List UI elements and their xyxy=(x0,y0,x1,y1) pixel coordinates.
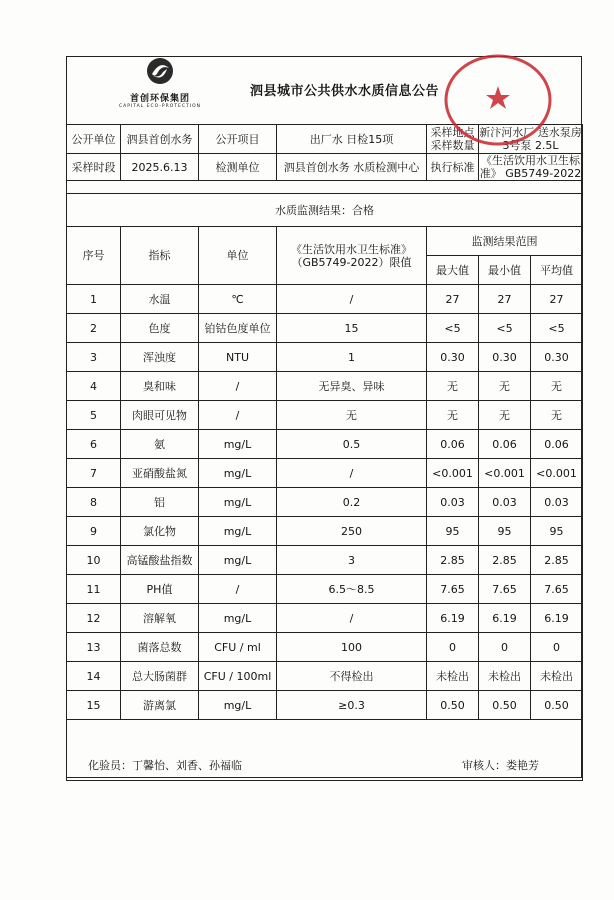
cell-indicator: 浑浊度 xyxy=(121,343,199,372)
table-row xyxy=(67,285,583,314)
cell-min: 95 xyxy=(479,517,531,546)
cell-indicator: 溶解氧 xyxy=(121,604,199,633)
col-range: 监测结果范围 xyxy=(427,227,583,256)
cell-limit: 250 xyxy=(277,517,427,546)
cell-limit: 6.5～8.5 xyxy=(277,575,427,604)
cell-avg: 2.85 xyxy=(531,546,583,575)
cell-unit: CFU / 100ml xyxy=(199,662,277,691)
cell-max: 未检出 xyxy=(427,662,479,691)
cell-indicator: 游离氯 xyxy=(121,691,199,720)
table-row xyxy=(67,662,583,691)
cell-limit: 1 xyxy=(277,343,427,372)
cell-min: 2.85 xyxy=(479,546,531,575)
col-unit: 单位 xyxy=(199,227,277,285)
cell-indicator: 菌落总数 xyxy=(121,633,199,662)
logo-emblem-icon xyxy=(143,56,177,86)
cell-min: 0.30 xyxy=(479,343,531,372)
cell-limit: 15 xyxy=(277,314,427,343)
cell-max: 6.19 xyxy=(427,604,479,633)
item-value: 出厂水 日检15项 xyxy=(277,125,427,154)
cell-min: 6.19 xyxy=(479,604,531,633)
cell-avg: 95 xyxy=(531,517,583,546)
cell-indicator: 氨 xyxy=(121,430,199,459)
sampling-time-label: 采样时段 xyxy=(67,154,121,181)
logo-subtitle: CAPITAL ECO-PROTECTION xyxy=(118,104,202,109)
cell-unit: ℃ xyxy=(199,285,277,314)
table-row xyxy=(67,459,583,488)
cell-max: 0.03 xyxy=(427,488,479,517)
cell-no: 7 xyxy=(67,459,121,488)
cell-avg: 0.50 xyxy=(531,691,583,720)
cell-max: <5 xyxy=(427,314,479,343)
spacer xyxy=(67,181,583,194)
page-title: 泗县城市公共供水水质信息公告 xyxy=(250,84,440,99)
table-row xyxy=(67,517,583,546)
cell-unit: / xyxy=(199,401,277,430)
cell-min: 无 xyxy=(479,401,531,430)
cell-avg: 0.06 xyxy=(531,430,583,459)
report-table xyxy=(66,124,583,781)
cell-max: <0.001 xyxy=(427,459,479,488)
reviewer: 审核人：娄艳芳 xyxy=(462,759,539,772)
cell-min: 未检出 xyxy=(479,662,531,691)
cell-no: 9 xyxy=(67,517,121,546)
col-limit: 《生活饮用水卫生标准》 （GB5749-2022）限值 xyxy=(277,227,427,285)
table-row xyxy=(67,691,583,720)
cell-limit: / xyxy=(277,459,427,488)
cell-indicator: 高锰酸盐指数 xyxy=(121,546,199,575)
cell-unit: mg/L xyxy=(199,604,277,633)
cell-no: 2 xyxy=(67,314,121,343)
table-row xyxy=(67,546,583,575)
cell-min: 7.65 xyxy=(479,575,531,604)
cell-limit: / xyxy=(277,285,427,314)
cell-no: 3 xyxy=(67,343,121,372)
cell-limit: 无 xyxy=(277,401,427,430)
cell-avg: 无 xyxy=(531,401,583,430)
cell-indicator: 铝 xyxy=(121,488,199,517)
cell-limit: 0.2 xyxy=(277,488,427,517)
cell-unit: NTU xyxy=(199,343,277,372)
standard-label: 执行标准 xyxy=(427,154,479,181)
col-no: 序号 xyxy=(67,227,121,285)
company-logo xyxy=(115,56,205,109)
cell-min: <0.001 xyxy=(479,459,531,488)
col-avg: 平均值 xyxy=(531,256,583,285)
cell-indicator: 氯化物 xyxy=(121,517,199,546)
cell-max: 0 xyxy=(427,633,479,662)
table-row xyxy=(67,372,583,401)
cell-indicator: 总大肠菌群 xyxy=(121,662,199,691)
cell-limit: 0.5 xyxy=(277,430,427,459)
cell-min: 0.06 xyxy=(479,430,531,459)
cell-no: 10 xyxy=(67,546,121,575)
cell-indicator: 肉眼可见物 xyxy=(121,401,199,430)
cell-avg: <0.001 xyxy=(531,459,583,488)
cell-limit: 100 xyxy=(277,633,427,662)
cell-avg: 无 xyxy=(531,372,583,401)
cell-min: 27 xyxy=(479,285,531,314)
sampling-time-value: 2025.6.13 xyxy=(121,154,199,181)
cell-no: 4 xyxy=(67,372,121,401)
cell-no: 1 xyxy=(67,285,121,314)
cell-avg: 未检出 xyxy=(531,662,583,691)
cell-unit: / xyxy=(199,575,277,604)
cell-unit: 铂钴色度单位 xyxy=(199,314,277,343)
cell-max: 无 xyxy=(427,401,479,430)
cell-no: 5 xyxy=(67,401,121,430)
table-row xyxy=(67,430,583,459)
monitoring-result: 水质监测结果：合格 xyxy=(67,194,583,227)
logo-name: 首创环保集团 xyxy=(129,94,190,104)
cell-unit: mg/L xyxy=(199,546,277,575)
cell-unit: mg/L xyxy=(199,517,277,546)
cell-unit: mg/L xyxy=(199,691,277,720)
cell-unit: mg/L xyxy=(199,488,277,517)
cell-indicator: 水温 xyxy=(121,285,199,314)
cell-limit: ≥0.3 xyxy=(277,691,427,720)
cell-max: 0.50 xyxy=(427,691,479,720)
cell-no: 13 xyxy=(67,633,121,662)
cell-max: 95 xyxy=(427,517,479,546)
cell-unit: mg/L xyxy=(199,459,277,488)
publisher-value: 泗县首创水务 xyxy=(121,125,199,154)
cell-max: 2.85 xyxy=(427,546,479,575)
cell-unit: / xyxy=(199,372,277,401)
table-row xyxy=(67,633,583,662)
cell-no: 8 xyxy=(67,488,121,517)
item-label: 公开项目 xyxy=(199,125,277,154)
cell-limit: / xyxy=(277,604,427,633)
col-min: 最小值 xyxy=(479,256,531,285)
cell-avg: 27 xyxy=(531,285,583,314)
table-row xyxy=(67,488,583,517)
column-header-top xyxy=(67,227,583,256)
table-row xyxy=(67,401,583,430)
official-seal-icon xyxy=(442,52,554,148)
cell-max: 27 xyxy=(427,285,479,314)
table-row xyxy=(67,575,583,604)
test-unit-value: 泗县首创水务 水质检测中心 xyxy=(277,154,427,181)
table-row xyxy=(67,343,583,372)
col-indicator: 指标 xyxy=(121,227,199,285)
cell-avg: 0 xyxy=(531,633,583,662)
cell-min: 0.03 xyxy=(479,488,531,517)
cell-avg: 6.19 xyxy=(531,604,583,633)
sampling-place-value: 新汴河水厂 送水泵房3号泵 2.5L xyxy=(479,126,582,152)
col-max: 最大值 xyxy=(427,256,479,285)
sampling-quantity: 2.5L xyxy=(534,139,559,152)
cell-indicator: 色度 xyxy=(121,314,199,343)
cell-limit: 无异臭、异味 xyxy=(277,372,427,401)
cell-max: 0.06 xyxy=(427,430,479,459)
cell-indicator: 亚硝酸盐氮 xyxy=(121,459,199,488)
header-row-2 xyxy=(67,154,583,181)
cell-no: 6 xyxy=(67,430,121,459)
test-unit-label: 检测单位 xyxy=(199,154,277,181)
cell-unit: CFU / ml xyxy=(199,633,277,662)
cell-avg: 0.03 xyxy=(531,488,583,517)
cell-no: 12 xyxy=(67,604,121,633)
sampling-place-label: 采样地点 采样数量 xyxy=(427,125,479,154)
cell-avg: <5 xyxy=(531,314,583,343)
cell-no: 11 xyxy=(67,575,121,604)
cell-avg: 7.65 xyxy=(531,575,583,604)
cell-unit: mg/L xyxy=(199,430,277,459)
cell-min: 无 xyxy=(479,372,531,401)
cell-max: 7.65 xyxy=(427,575,479,604)
cell-no: 14 xyxy=(67,662,121,691)
cell-indicator: 臭和味 xyxy=(121,372,199,401)
cell-no: 15 xyxy=(67,691,121,720)
table-row xyxy=(67,604,583,633)
publisher-label: 公开单位 xyxy=(67,125,121,154)
cell-limit: 不得检出 xyxy=(277,662,427,691)
cell-max: 无 xyxy=(427,372,479,401)
cell-min: 0.50 xyxy=(479,691,531,720)
table-row xyxy=(67,314,583,343)
cell-indicator: PH值 xyxy=(121,575,199,604)
cell-max: 0.30 xyxy=(427,343,479,372)
testers: 化验员：丁馨怡、刘香、孙福临 xyxy=(88,759,242,772)
cell-limit: 3 xyxy=(277,546,427,575)
cell-min: <5 xyxy=(479,314,531,343)
cell-min: 0 xyxy=(479,633,531,662)
standard-value: 《生活饮用水卫生标准》 GB5749-2022 xyxy=(479,154,582,180)
cell-avg: 0.30 xyxy=(531,343,583,372)
